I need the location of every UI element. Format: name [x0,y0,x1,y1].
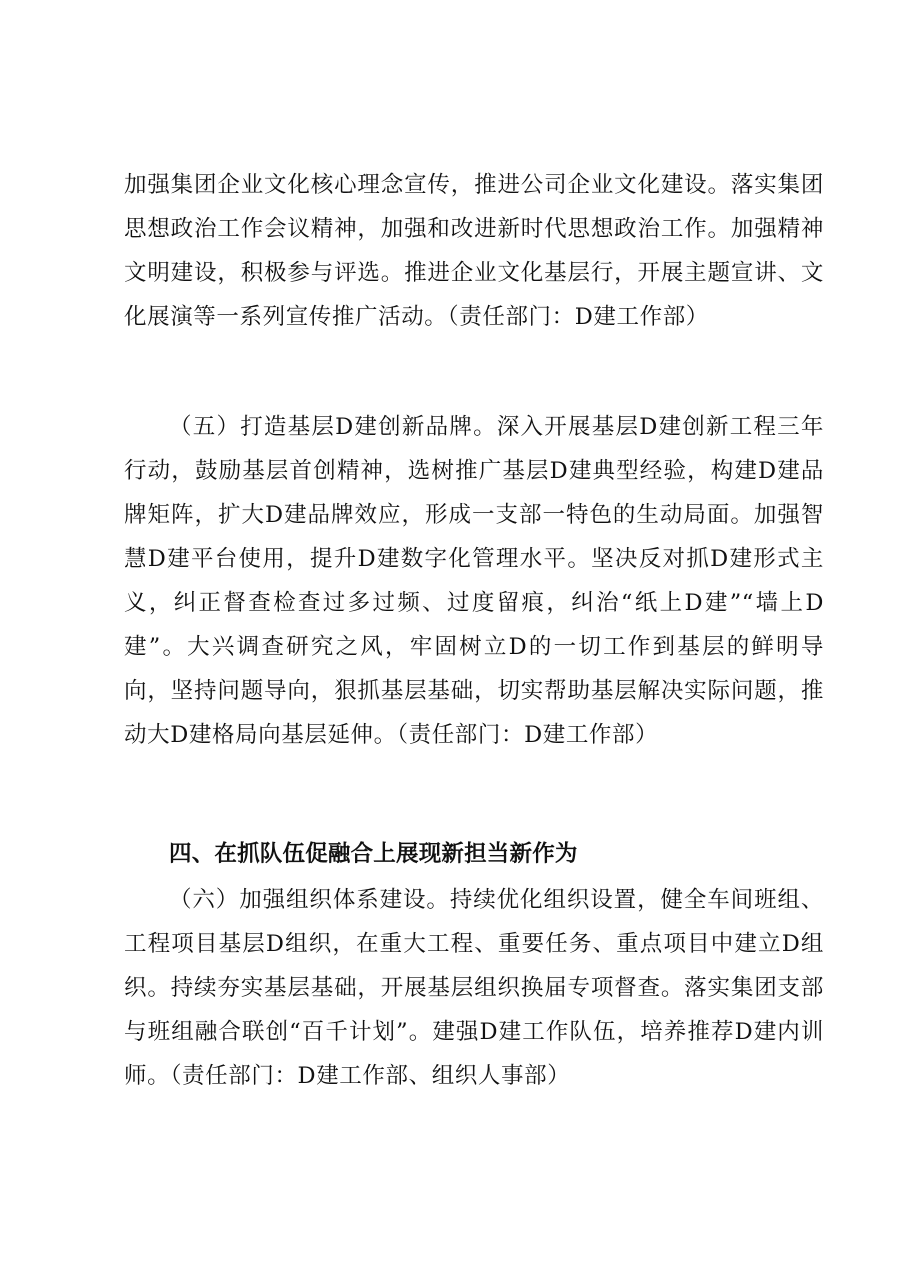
paragraph-section-five: （五）打造基层D建创新品牌。深入开展基层D建创新工程三年行动，鼓励基层首创精神，选树推广基层D建典型经验，构建D建品牌矩阵，扩大D建品牌效应，形成一支部一特色的生动局面。加强智慧D建平台使用，提升D建数字化管理水平。坚决反对抓D建形式主义，纠正督查检查过多过频、过度留痕，纠治“纸上D建”“墙上D建”。大兴调查研究之风，牢固树立D的一切工作到基层的鲜明导向，坚持问题导向，狠抓基层基础，切实帮助基层解决实际问题，推动大D建格局向基层延伸。（责任部门：D建工作部） [124,414,824,748]
paragraph-culture: 加强集团企业文化核心理念宣传，推进公司企业文化建设。落实集团思想政治工作会议精神，加强和改进新时代思想政治工作。加强精神文明建设，积极参与评选。推进企业文化基层行，开展主题宣讲、文化展演等一系列宣传推广活动。（责任部门：D建工作部） [124,172,824,330]
paragraph-section-six: （六）加强组织体系建设。持续优化组织设置，健全车间班组、工程项目基层D组织，在重大工程、重要任务、重点项目中建立D组织。持续夯实基层基础，开展基层组织换届专项督查。落实集团支部与班组融合联创“百千计划”。建强D建工作队伍，培养推荐D建内训师。（责任部门：D建工作部、组织人事部） [124,887,824,1089]
section-heading-four: 四、在抓队伍促融合上展现新担当新作为 [169,841,578,867]
